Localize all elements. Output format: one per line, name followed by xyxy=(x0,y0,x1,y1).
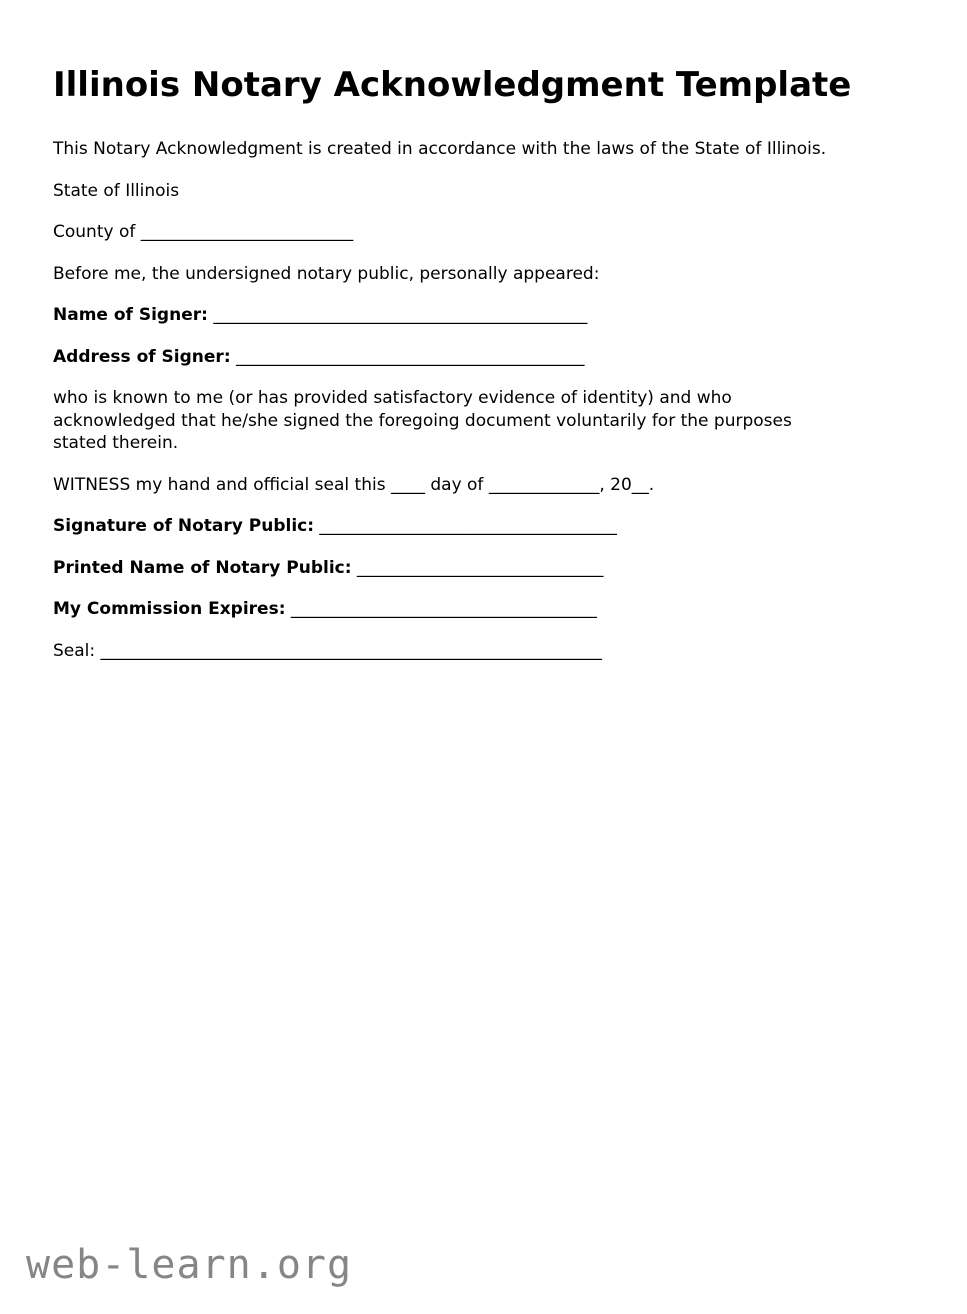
county-blank-line: _________________________ xyxy=(135,222,354,242)
notary-signature-blank-line: ___________________________________ xyxy=(314,516,617,536)
notary-signature-line xyxy=(53,515,913,538)
county-label: County of xyxy=(53,222,136,242)
acknowledgment-line-3: stated therein. xyxy=(53,433,179,453)
county-line xyxy=(53,221,913,244)
seal-label: Seal: xyxy=(53,640,96,661)
seal-line xyxy=(53,640,913,663)
notary-printed-name-blank-line: _____________________________ xyxy=(351,557,604,578)
notary-printed-name-line xyxy=(53,557,913,580)
appeared-line: Before me, the undersigned notary public, personally appeared: xyxy=(53,263,600,284)
address-of-signer-label: Address of Signer: xyxy=(53,346,231,367)
watermark-text: web-learn.org xyxy=(26,1242,353,1288)
document-content xyxy=(0,62,966,662)
witness-line: WITNESS my hand and official seal this ____ day of _____________, 20__. xyxy=(53,474,655,495)
document-page xyxy=(0,62,967,1314)
notary-printed-name-label: Printed Name of Notary Public: xyxy=(53,557,352,578)
commission-expires-label: My Commission Expires: xyxy=(53,599,286,619)
state-line: State of Illinois xyxy=(53,180,180,201)
acknowledgment-line-2: acknowledged that he/she signed the foregoing document voluntarily for the purposes xyxy=(53,410,792,431)
acknowledgment-paragraph xyxy=(53,387,913,455)
name-of-signer-label: Name of Signer: xyxy=(53,305,208,325)
name-of-signer-blank-line: ____________________________________________ xyxy=(207,305,588,325)
acknowledgment-line-1: who is known to me (or has provided satisfactory evidence of identity) and who xyxy=(53,388,732,408)
address-of-signer-line xyxy=(53,346,913,369)
seal-blank-line: ___________________________________________________________ xyxy=(95,640,603,661)
commission-expires-blank-line: ____________________________________ xyxy=(285,599,597,619)
commission-expires-line xyxy=(53,598,913,621)
address-of-signer-blank-line: _________________________________________ xyxy=(230,346,585,367)
name-of-signer-line xyxy=(53,304,913,327)
page-title: Illinois Notary Acknowledgment Template xyxy=(53,65,852,105)
notary-signature-label: Signature of Notary Public: xyxy=(53,516,315,536)
intro-text: This Notary Acknowledgment is created in accordance with the laws of the State of Illinois. xyxy=(53,139,827,159)
